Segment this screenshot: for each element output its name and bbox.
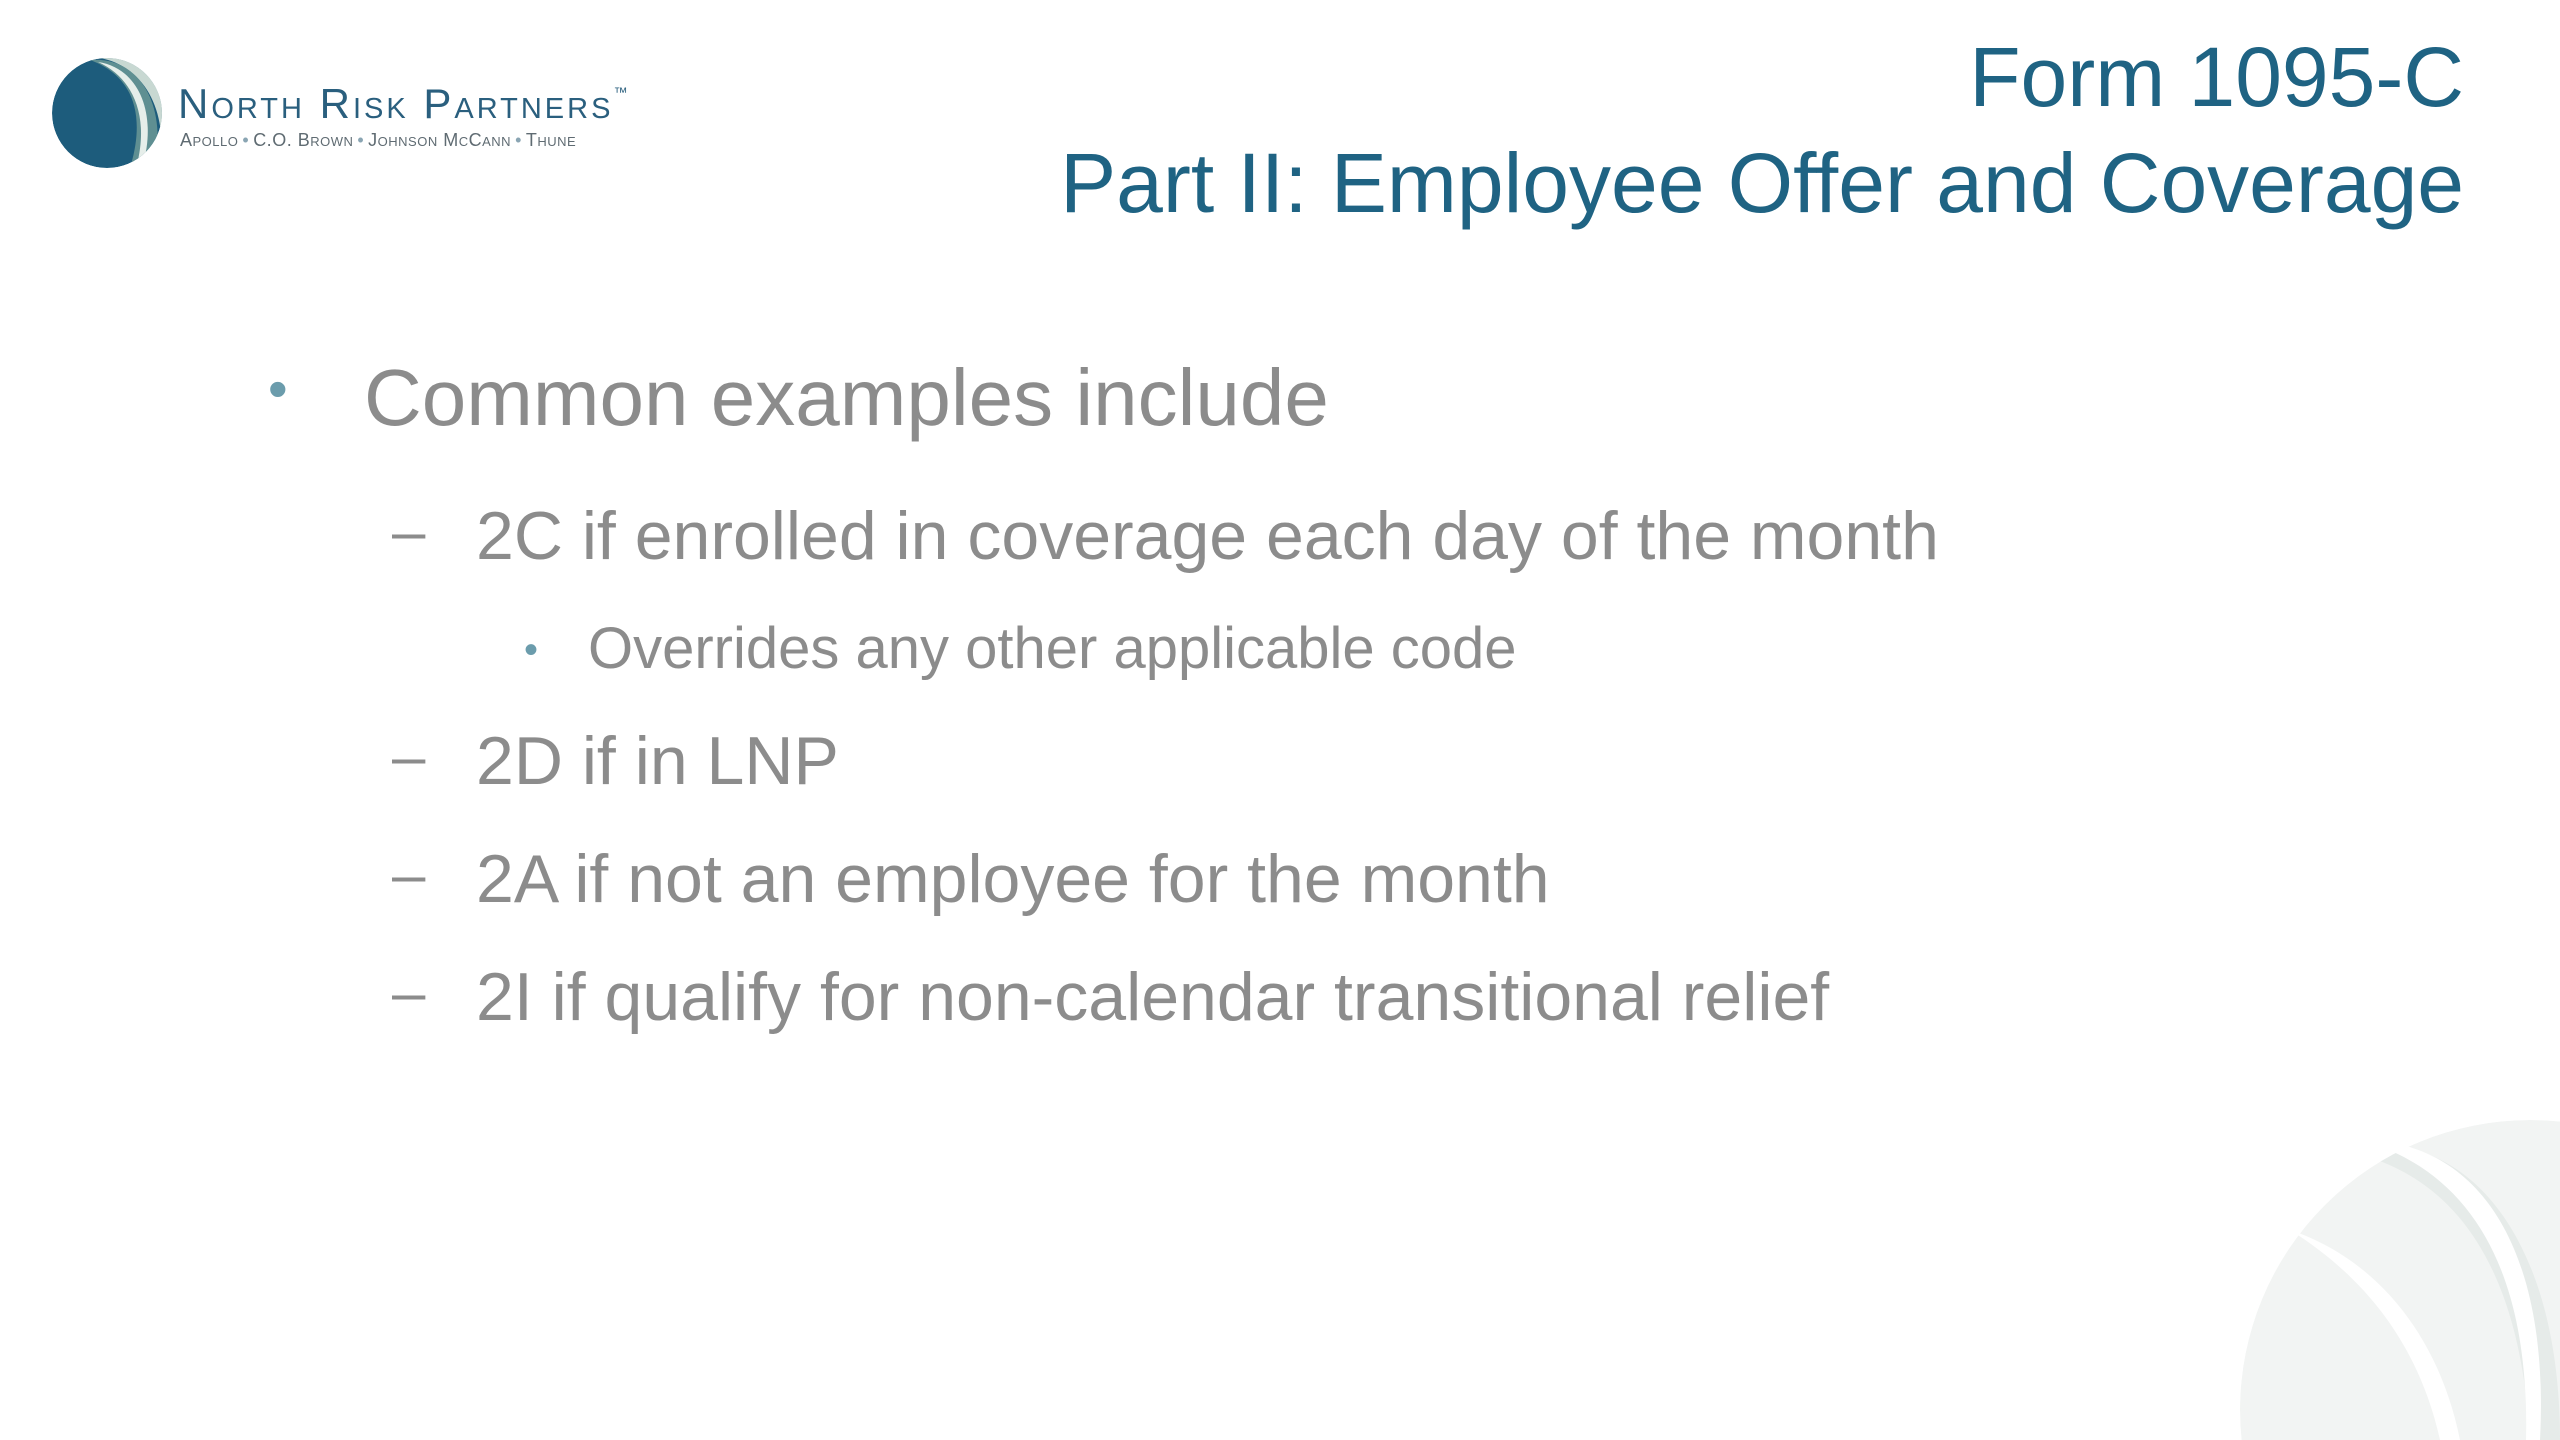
watermark-logo-icon — [2230, 1110, 2560, 1440]
sub-bullet-2d — [392, 722, 839, 800]
separator-dot-icon: • — [515, 130, 522, 150]
sub-bullet-2i — [392, 958, 1830, 1036]
sub-bullet-2a-text: 2A if not an employee for the month — [476, 841, 1550, 917]
logo-mark-icon — [50, 56, 164, 170]
bullet-dot-icon: • — [268, 357, 288, 420]
subsidiary-co-brown: C.O. Brown — [253, 130, 354, 150]
trademark-symbol: ™ — [613, 84, 628, 100]
dash-icon: – — [392, 959, 426, 1026]
company-logo — [50, 56, 770, 176]
slide-title-line2: Part II: Employee Offer and Coverage — [1060, 136, 2464, 230]
separator-dot-icon: • — [242, 130, 250, 150]
detail-bullet-overrides-text: Overrides any other applicable code — [588, 616, 1517, 681]
slide-title-line1: Form 1095-C — [1969, 30, 2464, 124]
bullet-main — [268, 352, 1329, 444]
logo-subsidiaries — [180, 130, 576, 151]
slide-title — [1060, 24, 2464, 236]
sub-bullet-2c-text: 2C if enrolled in coverage each day of the month — [476, 498, 1939, 574]
sub-bullet-2a — [392, 840, 1550, 918]
dash-icon: – — [392, 841, 426, 908]
dash-icon: – — [392, 498, 426, 565]
dash-icon: – — [392, 723, 426, 790]
subsidiary-apollo: Apollo — [180, 130, 239, 150]
detail-bullet-overrides — [524, 615, 1517, 682]
logo-company-name — [178, 80, 627, 128]
bullet-main-text: Common examples include — [364, 353, 1329, 442]
separator-dot-icon: • — [357, 130, 365, 150]
logo-company-name-text: North Risk Partners — [178, 80, 614, 127]
sub-bullet-2i-text: 2I if qualify for non-calendar transitional relief — [476, 959, 1830, 1035]
subsidiary-thune: Thune — [525, 130, 577, 150]
subsidiary-johnson-mccann: Johnson McCann — [368, 130, 512, 150]
bullet-dot-icon: • — [524, 628, 539, 672]
sub-bullet-2d-text: 2D if in LNP — [476, 723, 839, 799]
sub-bullet-2c — [392, 497, 1939, 575]
